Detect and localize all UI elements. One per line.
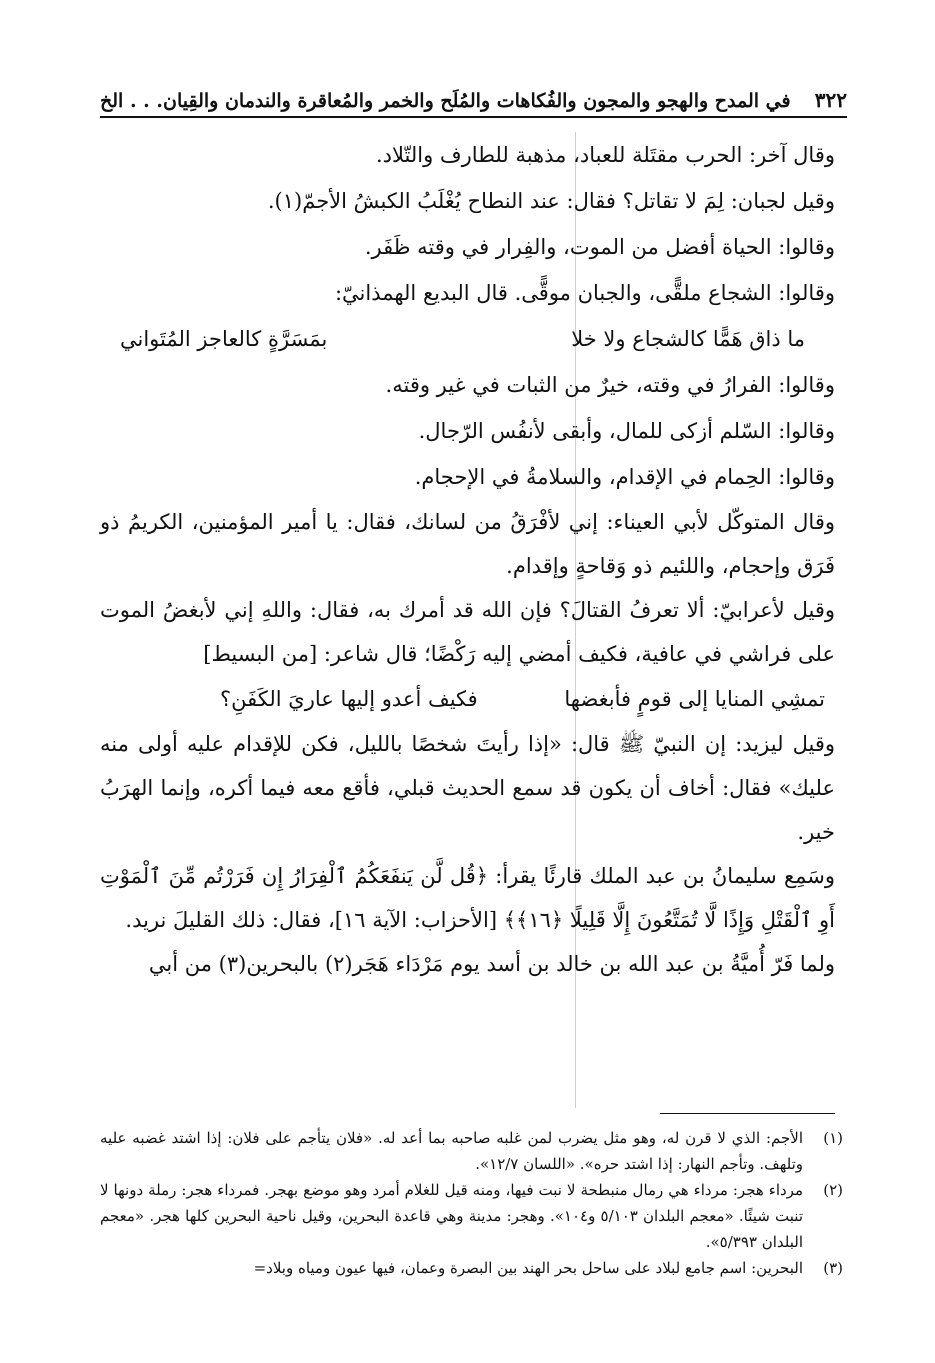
- page-number: ٣٢٢: [814, 88, 847, 112]
- footnote-separator: [660, 1113, 835, 1114]
- verse-line: [100, 316, 835, 362]
- footnote-number: (٣): [823, 1259, 843, 1277]
- paragraph: وقال آخر: الحرب مقتَلة للعباد، مذهبة للطارف والتّلاد.: [375, 143, 835, 167]
- verse-second-hemistich: بمَسَرَّةٍ كالعاجز المُتَواني: [120, 327, 328, 351]
- footnote: [100, 1177, 843, 1255]
- verse-line: [100, 676, 835, 722]
- paragraph: وقيل ليزيد: إن النبيّ ﷺ قال: «إذا رأيتَ شخصًا بالليل، فكن للإقدام عليه أولى منه عليك» فقال: أخاف أن يكون قد سمع الحديث قبلي، فأقع معه فيما أكره، وإنما الهرَبُ خير.: [100, 732, 835, 844]
- footnote: [100, 1255, 843, 1281]
- footnote: [100, 1125, 843, 1177]
- paragraph: ولما فَرّ أُميَّةُ بن عبد الله بن خالد بن أسد يوم مَرْدَاء هَجَر(٢) بالبحرين(٣) من أبي: [148, 952, 835, 976]
- page-header: [100, 78, 847, 118]
- paragraph: وقال المتوكّل لأبي العيناء: إني لأفْرَقُ من لسانك، فقال: يا أمير المؤمنين، الكريمُ ذو فَرَق وإحجام، واللئيم ذو وَقاحةٍ وإقدام.: [100, 510, 835, 578]
- paragraph: وقالوا: الشجاع ملقًّى، والجبان موقًّى. قال البديع الهمذانيّ:: [334, 281, 835, 305]
- footnote-text: البحرين: اسم جامع لبلاد على ساحل بحر الهند بين البصرة وعمان، فيها عيون ومياه وبلاد=: [253, 1259, 803, 1277]
- paragraph: وقيل لأعرابيّ: ألا تعرفُ القتالَ؟ فإن الله قد أمرك به، فقال: واللهِ إني لأبغضُ الموت على فراشي في عافية، فكيف أمضي إليه رَكْضًا؛ قال شاعر: [من البسيط]: [100, 598, 835, 666]
- main-text: [100, 132, 835, 986]
- verse-second-hemistich: فكيف أعدو إليها عاريَ الكَفَنِ؟: [220, 687, 478, 711]
- verse-first-hemistich: تمشِي المنايا إلى قومٍ فأبغضها: [564, 687, 825, 711]
- paragraph: وقالوا: الحياة أفضل من الموت، والفِرار في وقته ظَفَر.: [364, 235, 835, 259]
- footnote-text: الأجم: الذي لا قرن له، وهو مثل يضرب لمن غلبه صاحبه بما أعد له. «فلان يتأجم على فلان: إذا اشتد غضبه عليه وتلهف. وتأجم النهار: إذا اشتد حره». «اللسان ١٢/٧».: [100, 1129, 803, 1173]
- footnote-number: (١): [823, 1129, 843, 1147]
- paragraph: وقالوا: السّلم أزكى للمال، وأبقى لأنفُس الرّجال.: [418, 419, 835, 443]
- footnote-number: (٢): [823, 1181, 843, 1199]
- footnotes: [100, 1125, 843, 1281]
- verse-first-hemistich: ما ذاق هَمًّا كالشجاع ولا خلا: [571, 327, 805, 351]
- paragraph: وقالوا: الفرارُ في وقته، خيرٌ من الثبات في غير وقته.: [385, 373, 835, 397]
- paragraph: وسَمِع سليمانُ بن عبد الملك قارئًا يقرأ: ﴿قُل لَّن يَنفَعَكُمُ ٱلْفِرَارُ إِن فَرَرْتُم مِّنَ ٱلْمَوْتِ أَوِ ٱلْقَتْلِ وَإِذًا لَّا تُمَتَّعُونَ إِلَّا قَلِيلًا ﴿١٦﴾﴾ [الأحزاب: الآية ١٦]، فقال: ذلك القليلَ نريد.: [100, 864, 835, 932]
- paragraph: وقيل لجبان: لِمَ لا تقاتل؟ فقال: عند النطاح يُغْلَبُ الكبشُ الأجمّ(١).: [267, 189, 835, 213]
- footnote-text: مرداء هجر: مرداء هي رمال منبطحة لا نبت فيها، ومنه قيل للغلام أمرد وهو موضع بهجر. فمرداء هجر: رملة دونها لا تنبت شيئًا. «معجم البلدان ٥/١٠٣ و١٠٤». وهجر: مدينة وهي قاعدة البحرين، وقيل ناحية البحرين كلها هجر. «معجم البلدان ٥/٣٩٣».: [100, 1181, 804, 1251]
- running-title: في المدح والهجو والمجون والفُكاهات والمُلَح والخمر والمُعاقرة والندمان والقِيان. . . الخ: [100, 90, 791, 112]
- paragraph: وقالوا: الحِمام في الإقدام، والسلامةُ في الإحجام.: [414, 465, 835, 489]
